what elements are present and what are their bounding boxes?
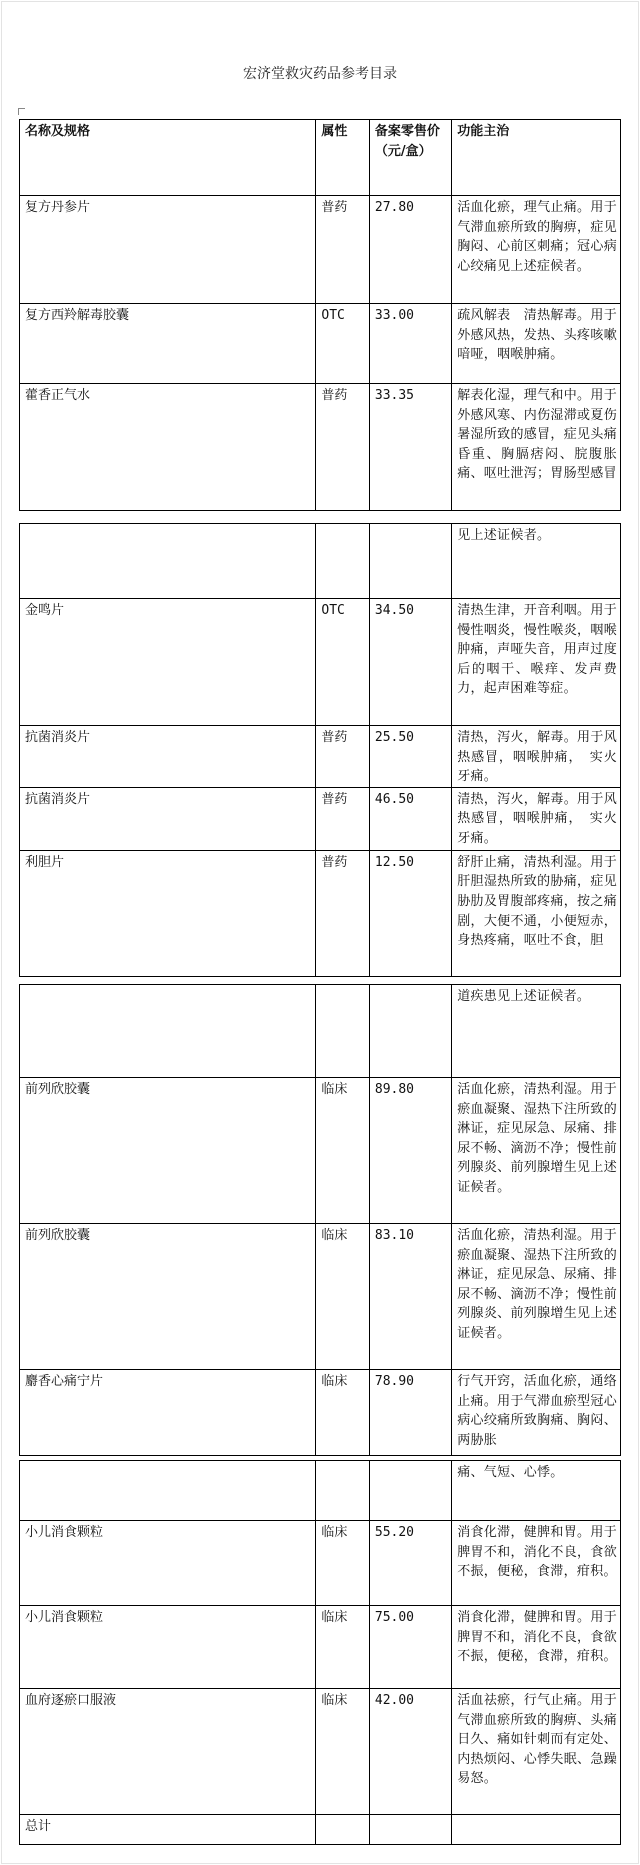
cell-func: 活血化瘀，清热利湿。用于瘀血凝聚、湿热下注所致的淋证，症见尿急、尿痛、排尿不畅、滴沥不净；慢性前列腺炎、前列腺增生见上述证候者。 <box>452 1224 621 1370</box>
cell-func-continued: 道疾患见上述证候者。 <box>452 985 621 1078</box>
cell-func: 消食化滞，健脾和胃。用于脾胃不和，消化不良，食欲不振，便秘，食滞，疳积。 <box>452 1521 621 1606</box>
cell-attr: 普药 <box>316 196 370 304</box>
header-price: 备案零售价（元/盒） <box>369 120 451 196</box>
cell-price: 55.20 <box>369 1521 451 1606</box>
cell-attr: 临床 <box>316 1606 370 1689</box>
cell-price: 25.50 <box>369 726 451 788</box>
catalog-table-page-4 <box>19 1460 621 1845</box>
cell-price: 42.00 <box>369 1689 451 1815</box>
cell-attr: 临床 <box>316 1370 370 1456</box>
catalog-table-page-3 <box>19 984 621 1456</box>
cell-func: 清热，泻火，解毒。用于风热感冒，咽喉肿痛， 实火牙痛。 <box>452 787 621 850</box>
cell-attr: 普药 <box>316 787 370 850</box>
cell-func-continued: 见上述证候者。 <box>452 524 621 599</box>
table-row <box>20 1370 621 1456</box>
cell-name: 麝香心痛宁片 <box>20 1370 316 1456</box>
cell-func: 舒肝止痛，清热利湿。用于肝胆湿热所致的胁痛，症见胁肋及胃腹部疼痛，按之痛剧，大便不通，小便短赤，身热疼痛，呕吐不食，胆 <box>452 850 621 976</box>
cell-name: 复方丹参片 <box>20 196 316 304</box>
cell-price: 78.90 <box>369 1370 451 1456</box>
cell-price: 34.50 <box>369 599 451 726</box>
table-row <box>20 787 621 850</box>
cell-price: 83.10 <box>369 1224 451 1370</box>
cell-name: 小儿消食颗粒 <box>20 1606 316 1689</box>
cell-price: 46.50 <box>369 787 451 850</box>
cell-func: 解表化湿，理气和中。用于外感风寒、内伤湿滞或夏伤暑湿所致的感冒，症见头痛昏重、胸膈痞闷、脘腹胀痛、呕吐泄泻；胃肠型感冒 <box>452 384 621 511</box>
cell-func: 行气开窍，活血化瘀，通络止痛。用于气滞血瘀型冠心病心绞痛所致胸痛、胸闷、两胁胀 <box>452 1370 621 1456</box>
table-row <box>20 196 621 304</box>
table-row <box>20 1521 621 1606</box>
table-row-continuation <box>20 985 621 1078</box>
cell-attr: 临床 <box>316 1689 370 1815</box>
cell-price: 27.80 <box>369 196 451 304</box>
table-row <box>20 1224 621 1370</box>
cell-func-continued: 痛、气短、心悸。 <box>452 1461 621 1521</box>
header-func: 功能主治 <box>452 120 621 196</box>
cell-name: 抗菌消炎片 <box>20 787 316 850</box>
cell-attr: 普药 <box>316 384 370 511</box>
cell-attr: 临床 <box>316 1224 370 1370</box>
cell-attr: 临床 <box>316 1078 370 1224</box>
table-row <box>20 599 621 726</box>
cell-name: 血府逐瘀口服液 <box>20 1689 316 1815</box>
cell-name: 利胆片 <box>20 850 316 976</box>
cell-func: 消食化滞，健脾和胃。用于脾胃不和，消化不良，食欲不振，便秘，食滞，疳积。 <box>452 1606 621 1689</box>
table-row <box>20 384 621 511</box>
cell-func: 清热生津，开音利咽。用于慢性咽炎，慢性喉炎，咽喉肿痛，声哑失音，用声过度后的咽干、喉痒、发声费力，起声困难等症。 <box>452 599 621 726</box>
table-row <box>20 726 621 788</box>
header-attr: 属性 <box>316 120 370 196</box>
cell-name: 复方西羚解毒胶囊 <box>20 304 316 384</box>
cell-func: 活血化瘀，清热利湿。用于瘀血凝聚、湿热下注所致的淋证，症见尿急、尿痛、排尿不畅、滴沥不净；慢性前列腺炎、前列腺增生见上述证候者。 <box>452 1078 621 1224</box>
table-row <box>20 1689 621 1815</box>
cell-total-label: 总计 <box>20 1815 316 1845</box>
cell-name: 藿香正气水 <box>20 384 316 511</box>
cell-attr: 临床 <box>316 1521 370 1606</box>
table-row <box>20 1078 621 1224</box>
cell-func: 清热，泻火，解毒。用于风热感冒，咽喉肿痛， 实火牙痛。 <box>452 726 621 788</box>
table-header-row <box>20 120 621 196</box>
corner-mark <box>18 108 25 115</box>
cell-func: 活血化瘀，理气止痛。用于气滞血瘀所致的胸痹，症见胸闷、心前区刺痛；冠心病心绞痛见上述症候者。 <box>452 196 621 304</box>
table-row <box>20 1606 621 1689</box>
cell-name: 抗菌消炎片 <box>20 726 316 788</box>
cell-price: 89.80 <box>369 1078 451 1224</box>
cell-func: 活血祛瘀，行气止痛。用于气滞血瘀所致的胸痹、头痛日久、痛如针刺而有定处、内热烦闷、心悸失眠、急躁易怒。 <box>452 1689 621 1815</box>
table-row <box>20 850 621 976</box>
cell-name: 前列欣胶囊 <box>20 1078 316 1224</box>
cell-name: 前列欣胶囊 <box>20 1224 316 1370</box>
catalog-table-page-2 <box>19 523 621 977</box>
cell-attr: OTC <box>316 599 370 726</box>
header-name: 名称及规格 <box>20 120 316 196</box>
catalog-table-page-1 <box>19 119 621 511</box>
cell-price: 75.00 <box>369 1606 451 1689</box>
cell-price: 33.35 <box>369 384 451 511</box>
cell-attr: 普药 <box>316 850 370 976</box>
table-row-continuation <box>20 1461 621 1521</box>
cell-name: 金鸣片 <box>20 599 316 726</box>
page-title: 宏济堂救灾药品参考目录 <box>243 66 397 82</box>
cell-attr: 普药 <box>316 726 370 788</box>
cell-price: 12.50 <box>369 850 451 976</box>
cell-func: 疏风解表 清热解毒。用于外感风热，发热、头疼咳嗽喑哑，咽喉肿痛。 <box>452 304 621 384</box>
table-row <box>20 304 621 384</box>
cell-price: 33.00 <box>369 304 451 384</box>
cell-name: 小儿消食颗粒 <box>20 1521 316 1606</box>
table-row-continuation <box>20 524 621 599</box>
table-total-row <box>20 1815 621 1845</box>
cell-attr: OTC <box>316 304 370 384</box>
